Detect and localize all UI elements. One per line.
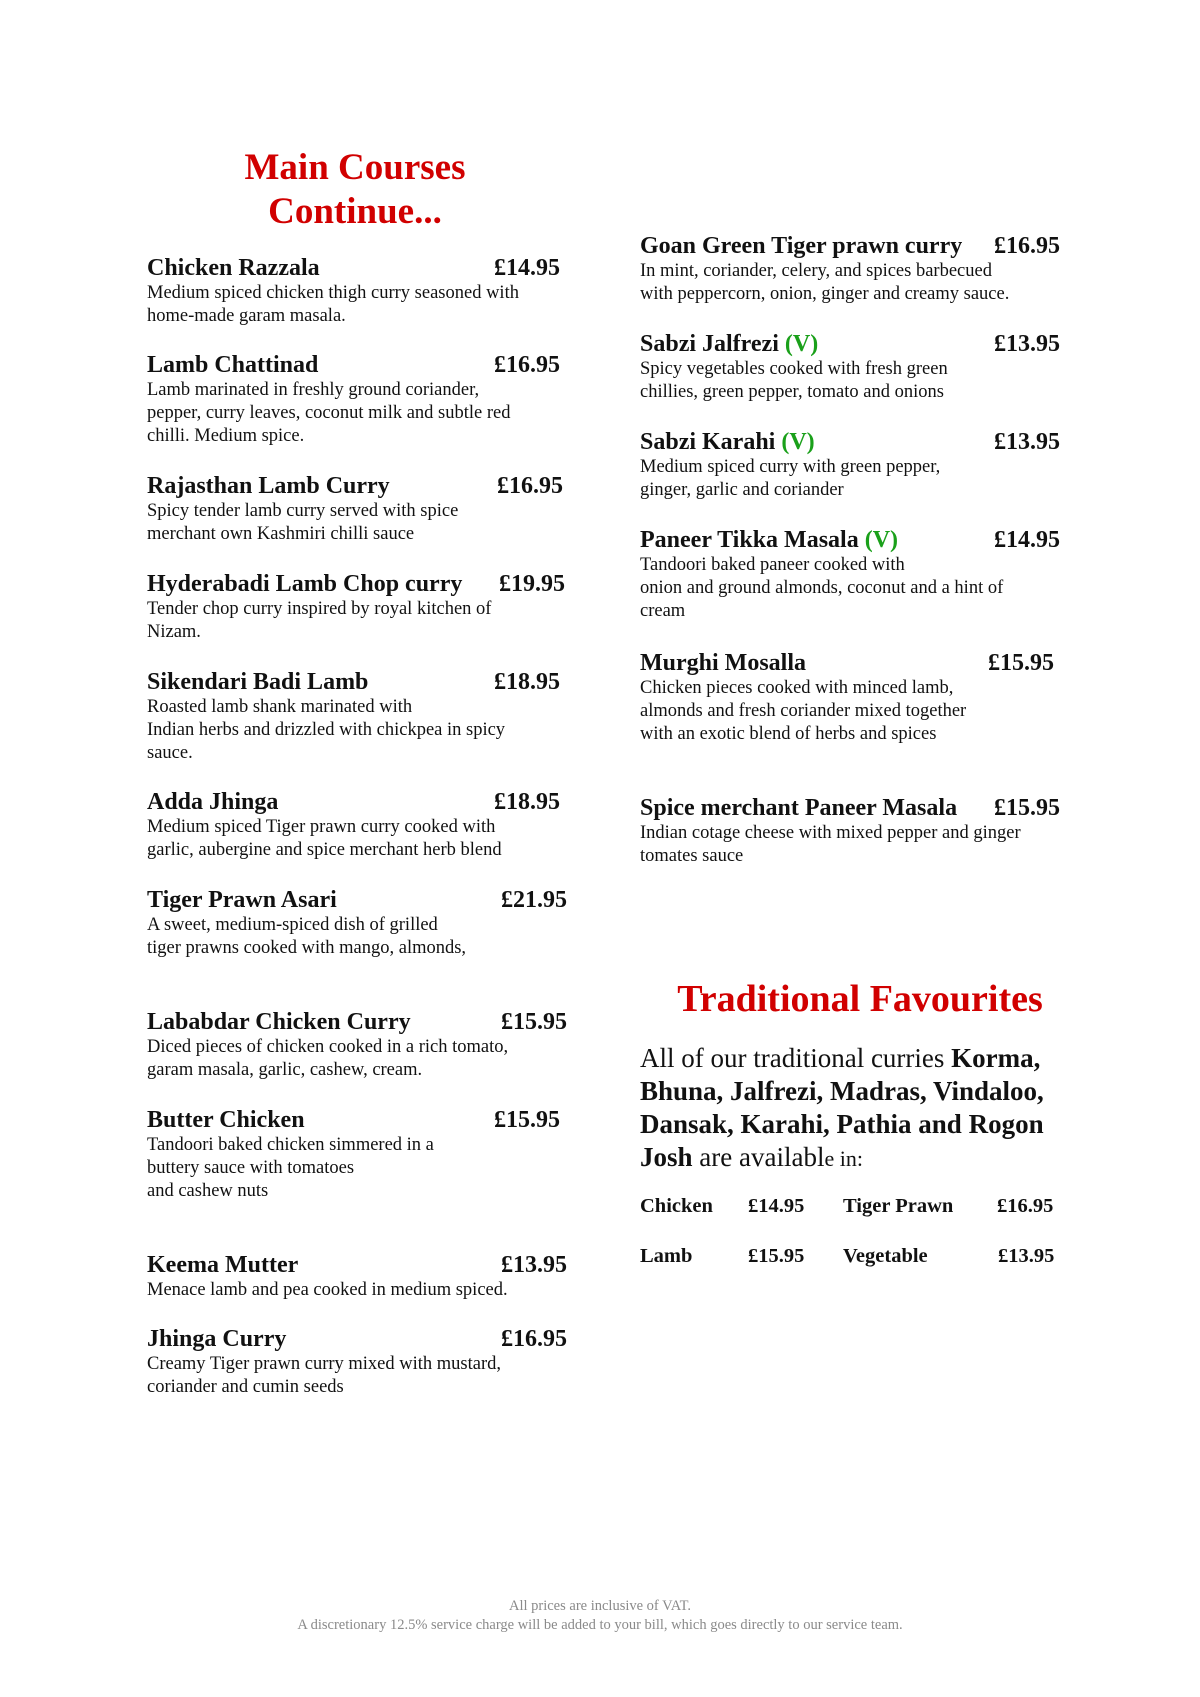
item-price: £16.95 (994, 233, 1060, 259)
item-name: Hyderabadi Lamb Chop curry (147, 571, 463, 597)
traditional-price-grid (640, 1195, 1070, 1295)
protein-name: Tiger Prawn (843, 1195, 954, 1217)
item-price: £15.95 (994, 795, 1060, 821)
item-price: £16.95 (497, 473, 563, 499)
price-row (640, 1245, 1070, 1295)
item-name: Sabzi Jalfrezi (640, 331, 779, 357)
main-courses-title (185, 146, 525, 233)
item-price: £21.95 (501, 887, 567, 913)
item-name: Rajasthan Lamb Curry (147, 473, 390, 499)
item-price: £14.95 (994, 527, 1060, 553)
item-price: £15.95 (501, 1009, 567, 1035)
item-name: Spice merchant Paneer Masala (640, 795, 958, 821)
main-title-line2: Continue... (268, 190, 442, 232)
protein-price: £13.95 (998, 1245, 1055, 1267)
menu-item (640, 428, 1060, 502)
protein-price: £16.95 (997, 1195, 1054, 1217)
menu-item (147, 570, 565, 644)
item-name: Keema Mutter (147, 1252, 299, 1278)
menu-item (147, 886, 567, 960)
menu-item (147, 1251, 567, 1302)
item-name: Murghi Mosalla (640, 650, 806, 676)
item-price: £16.95 (501, 1326, 567, 1352)
item-name: Chicken Razzala (147, 255, 320, 281)
item-description: Tandoori baked paneer cooked with onion and ground almonds, coconut and a hint of cream (640, 555, 1004, 621)
menu-item (640, 794, 1060, 868)
available-suffix: e in: (824, 1146, 863, 1171)
vegetarian-badge: (V) (784, 331, 819, 357)
item-description: Diced pieces of chicken cooked in a rich tomato, garam masala, garlic, cashew, cream. (147, 1037, 509, 1080)
menu-item (640, 526, 1060, 623)
item-name: Lababdar Chicken Curry (147, 1009, 411, 1035)
price-row (640, 1195, 1070, 1245)
item-description: Chicken pieces cooked with minced lamb, almonds and fresh coriander mixed together with an exotic blend of herbs and spices (640, 678, 967, 744)
item-description: Roasted lamb shank marinated with Indian herbs and drizzled with chickpea in spicy sauce. (147, 697, 506, 763)
protein-price: £14.95 (748, 1195, 805, 1217)
protein-name: Vegetable (843, 1245, 928, 1267)
item-name: Sabzi Karahi (640, 429, 776, 455)
item-description: Medium spiced Tiger prawn curry cooked with garlic, aubergine and spice merchant herb blend (147, 817, 502, 860)
item-price: £16.95 (494, 352, 560, 378)
item-name: Tiger Prawn Asari (147, 887, 337, 913)
menu-item (147, 1325, 567, 1399)
item-name: Jhinga Curry (147, 1326, 287, 1352)
vegetarian-badge: (V) (781, 429, 815, 455)
item-name: Goan Green Tiger prawn curry (640, 233, 963, 259)
vat-note: All prices are inclusive of VAT. (508, 1598, 691, 1614)
item-price: £15.95 (494, 1107, 560, 1133)
item-description: Tandoori baked chicken simmered in a buttery sauce with tomatoes and cashew nuts (147, 1135, 434, 1201)
item-description: Creamy Tiger prawn curry mixed with mustard, coriander and cumin seeds (147, 1354, 502, 1397)
menu-item (147, 668, 560, 765)
item-price: £19.95 (499, 571, 565, 597)
menu-item (147, 788, 560, 862)
item-price: £13.95 (994, 331, 1060, 357)
item-price: £13.95 (994, 429, 1060, 455)
item-description: Medium spiced chicken thigh curry seasoned with home-made garam masala. (147, 283, 519, 326)
menu-item (640, 232, 1060, 306)
vegetarian-badge: (V) (864, 527, 899, 553)
traditional-description (640, 1042, 1080, 1175)
protein-name: Chicken (640, 1195, 713, 1217)
item-price: £15.95 (988, 650, 1054, 676)
protein-price: £15.95 (748, 1245, 805, 1267)
menu-item (640, 330, 1060, 404)
menu-item (147, 1106, 560, 1203)
curry-list: Korma, Bhuna, Jalfrezi, Madras, Vindaloo, Dansak, Karahi, Pathia and Rogon Josh (640, 1043, 1044, 1172)
item-price: £18.95 (494, 789, 560, 815)
item-description: Tender chop curry inspired by royal kitchen of Nizam. (147, 599, 492, 642)
footer-note (0, 1597, 1200, 1635)
item-name: Butter Chicken (147, 1107, 305, 1133)
item-description: Menace lamb and pea cooked in medium spiced. (147, 1280, 508, 1300)
item-description: Indian cotage cheese with mixed pepper and ginger tomates sauce (640, 823, 1021, 866)
item-description: A sweet, medium-spiced dish of grilled tiger prawns cooked with mango, almonds, (147, 915, 467, 958)
item-name: Paneer Tikka Masala (640, 527, 859, 553)
main-title-line1: Main Courses (244, 147, 466, 188)
item-description: Spicy vegetables cooked with fresh green chillies, green pepper, tomato and onions (640, 359, 948, 402)
traditional-favourites-title: Traditional Favourites (677, 978, 1043, 1020)
menu-item (640, 649, 1054, 746)
menu-item (147, 254, 560, 328)
menu-item (147, 1008, 567, 1082)
available-text: are availabl (699, 1142, 825, 1172)
item-price: £14.95 (494, 255, 560, 281)
item-price: £13.95 (501, 1252, 567, 1278)
item-name: Lamb Chattinad (147, 352, 319, 378)
item-description: Lamb marinated in freshly ground coriander, pepper, curry leaves, coconut milk and subtle red chilli. Medium spice. (147, 380, 511, 446)
protein-name: Lamb (640, 1245, 693, 1267)
traditional-intro: All of our traditional curries (640, 1043, 945, 1073)
item-price: £18.95 (494, 669, 560, 695)
item-description: In mint, coriander, celery, and spices barbecued with peppercorn, onion, ginger and creamy sauce. (640, 261, 1010, 304)
item-description: Medium spiced curry with green pepper, ginger, garlic and coriander (640, 457, 941, 500)
service-charge-note: A discretionary 12.5% service charge will be added to your bill, which goes directly to our service team. (297, 1617, 903, 1633)
item-name: Sikendari Badi Lamb (147, 669, 369, 695)
menu-item (147, 351, 560, 448)
item-description: Spicy tender lamb curry served with spice merchant own Kashmiri chilli sauce (147, 501, 459, 544)
menu-item (147, 472, 563, 546)
item-name: Adda Jhinga (147, 789, 279, 815)
